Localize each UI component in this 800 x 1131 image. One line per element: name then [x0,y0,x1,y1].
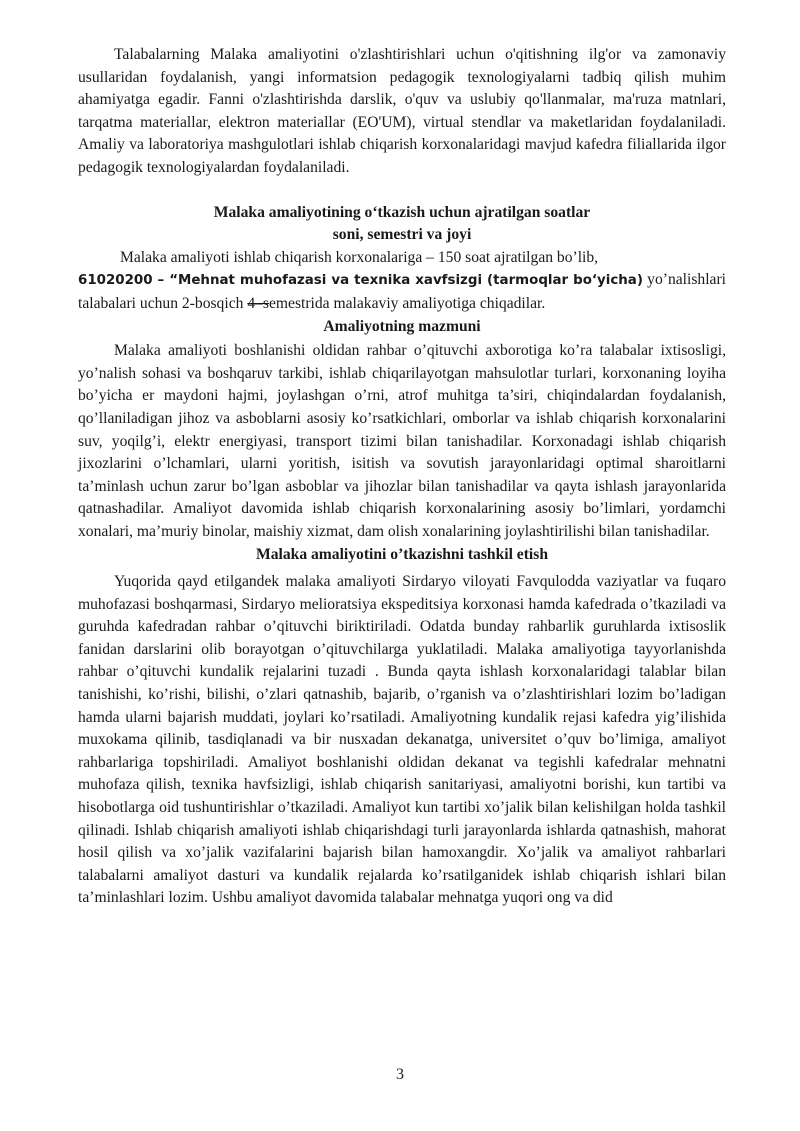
hours-text-end: emestrida malakaviy amaliyotiga chiqadilar. [268,294,546,312]
program-code: 61020200 – “Mehnat muhofazasi va texnika xavfsizgi (tarmoqlar bo‘yicha) [78,273,643,289]
section-hours-paragraph [78,247,726,316]
section-organization-paragraph: Yuqorida qayd etilgandek malaka amaliyoti Sirdaryo viloyati Favqulodda vaziyatlar va fuqaro muhofazasi boshqarmasi, Sirdaryo melioratsiya ekspeditsiya korxonasi hamda kafedrada o’tkaziladi va guruhda kafedradan rahbar o’qituvchi biriktiriladi. Odatda bunday rahbarlik guruhlarda ixtisoslik fanidan darslarini olib borayotgan o’qituvchilarga yuklatiladi. Malaka amaliyotiga tayyorlanishda rahbar o’qituvchi kundalik rejalarini tuzadi . Bunda qayta ishlash korxonalaridagi talablar bilan tanishishi, ko’rishi, bilishi, o’zlari qatnashib, bajarib, o’rganish va o’zlashtirishlari lozim bo’ladigan hamda ularni bajarish muddati, joylari ko’rsatiladi. Amaliyotning kundalik rejasi kafedra yig’ilishida muxokama qilinib, tasdiqlanadi va bir nusxadan dekanatga, universitet o’quv bo’limiga, amaliyot rahbarlariga topshiriladi. Amaliyot boshlanishi oldidan dekanat va tegishli kafedralar mehnatni muhofaza qilish, texnika havfsizligi, ishlab chiqarish sanitariyasi, amaliyotni borishi, kun tartibi va hisobotlarga oid tushuntirishlar o’tkaziladi. Amaliyot kun tartibi xo’jalik bilan kelishilgan holda tashkil qilinadi. Ishlab chiqarish amaliyoti ishlab chiqarishdagi turli jarayonlarda ishlarda qatnashish, mahorat hosil qilish va xo’jalik vazifalarini bajarish bilan hamoxangdir. Xo’jalik va amaliyot rahbarlari talabalarni amaliyot dasturi va kundalik rejalarda ko’rsatilganidek ishlab chiqarish ishlari bilan ta’minlashlari lozim. Ushbu amaliyot davomida talabalar mehnatga yuqori ong va did [78,573,726,907]
hours-text-mid: yo’nalishlari talabalari uchun 2-bosqich [78,271,726,312]
document-page [78,44,726,910]
section-content-heading: Amaliyotning mazmuni [323,317,481,335]
hours-text-start: Malaka amaliyoti ishlab chiqarish korxonalariga – 150 soat ajratilgan bo’lib, [120,248,599,266]
section-hours-heading-line1: Malaka amaliyotining o‘tkazish uchun ajratilgan soatlar [213,203,591,221]
section-content-paragraph: Malaka amaliyoti boshlanishi oldidan rahbar o’qituvchi axborotiga ko’ra talabalar ixtisosligi, yo’nalish sohasi va boshqaruv tarkibi, ishlab chiqarilayotgan mahsulotlar turlari, korxonaning loyiha bo’yicha er maydoni hajmi, joylashgan o’rni, atrof muhitga ta’siri, chiqindalardan foydalanish, qo’llaniladigan jihoz va asboblarni asosiy ko’rsatkichlari, omborlar va ishlab chiqarish korxonalarini suv, yoqilg’i, elektr energiyasi, transport tizimi bilan tanishadilar. Korxonadagi ishlab chiqarish jixozlarini o’lchamlari, ularni yoritish, isitish va sovutish jarayonlaridagi optimal sharoitlarni ta’minlash uchun zarur bo’lgan asboblar va jihozlar bilan tanishadilar va qayta ishlash jarayonlarida qatnashadilar. Amaliyot davomida ishlab chiqarish korxonalarining asosiy bo’limlari, yordamchi xonalari, ma’muriy binolar, maishiy xizmat, dam olish xonalarining joylashtirilishi bilan tanishadilar. [78,342,726,540]
semester-struck: 4–s [247,294,269,312]
page-number: 3 [396,1066,404,1083]
section-organization-heading: Malaka amaliyotini o’tkazishni tashkil etish [256,546,548,564]
intro-paragraph: Talabalarning Malaka amaliyotini o'zlashtirishlari uchun o'qitishning ilg'or va zamonaviy usullaridan foydalanish, yangi informatsion pedagogik texnologiyalarni tadbiq qilish muhim ahamiyatga egadir. Fanni o'zlashtirishda darslik, o'quv va uslubiy qo'llanmalar, ma'ruza matnlari, tarqatma materiallar, elektron materiallar (EO'UM), virtual stendlar va maketlaridan foydalaniladi. Amaliy va laboratoriya mashgulotlari ishlab chiqarish korxonalaridagi mavjud kafedra filiallarida ilgor pedagogik texnologiyalardan foydalaniladi. [78,46,726,176]
section-hours-heading-line2: soni, semestri va joyi [332,226,472,244]
